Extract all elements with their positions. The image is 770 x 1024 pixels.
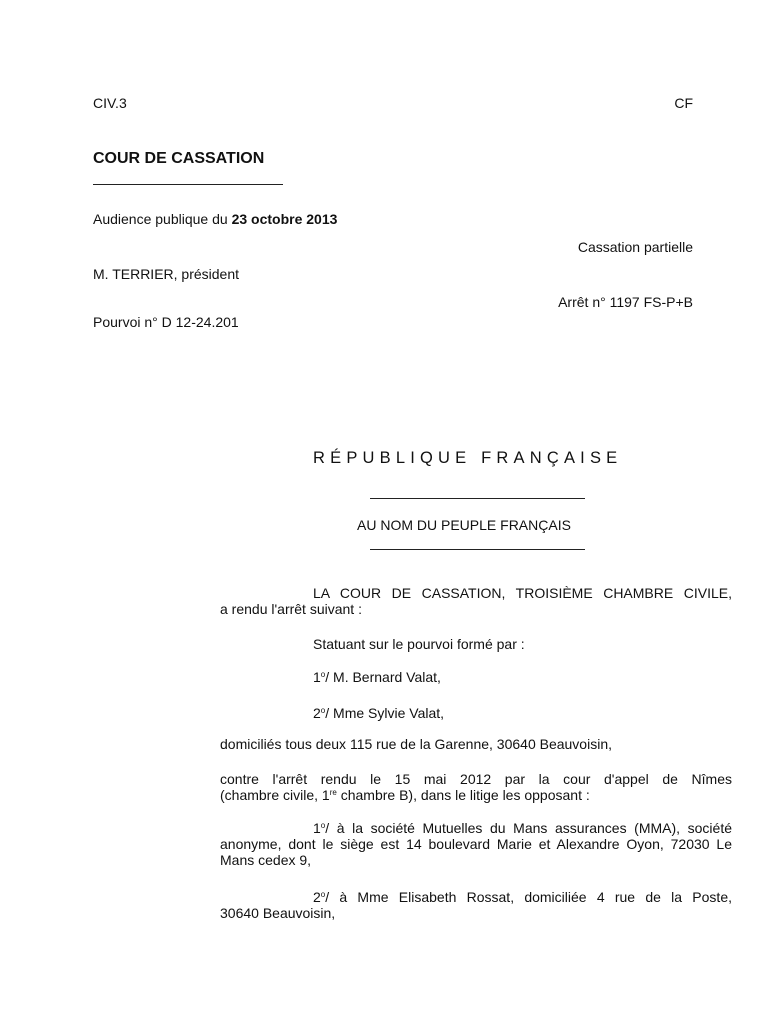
against-line-2-start: (chambre civile, 1 <box>220 787 330 803</box>
respondent-1-paragraph <box>220 820 732 868</box>
chamber-ordinal: re <box>329 788 337 797</box>
appellant-2 <box>313 705 444 721</box>
people-heading: AU NOM DU PEUPLE FRANÇAIS <box>357 517 571 533</box>
intro-paragraph <box>220 585 732 617</box>
respondent-2-number: 2 <box>313 889 321 905</box>
against-line-2-end: chambre B), dans le litige les opposant : <box>336 787 590 803</box>
respondent-2-line-1 <box>220 889 732 905</box>
ordinal-marker: o <box>320 706 326 715</box>
appeal-number: Pourvoi n° D 12-24.201 <box>93 314 239 330</box>
ordinal-marker: o <box>320 821 326 830</box>
court-name: COUR DE CASSATION <box>93 150 265 167</box>
appellant-2-number: 2 <box>313 705 321 721</box>
decision-number: Arrêt n° 1197 FS-P+B <box>558 294 693 310</box>
respondent-1-number: 1 <box>313 820 321 836</box>
clerk-initials: CF <box>674 95 693 111</box>
ordinal-marker: o <box>320 890 326 899</box>
respondent-1-line-3: Mans cedex 9, <box>220 852 312 868</box>
hearing-prefix: Audience publique du <box>93 211 232 227</box>
intro-line-1: LA COUR DE CASSATION, TROISIÈME CHAMBRE CIVILE, <box>313 585 732 601</box>
hearing-date: 23 octobre 2013 <box>231 211 338 227</box>
respondent-2-paragraph <box>220 889 732 921</box>
intro-line-2: a rendu l'arrêt suivant : <box>220 601 362 617</box>
domicile-line: domiciliés tous deux 115 rue de la Garenne, 30640 Beauvoisin, <box>220 736 612 752</box>
appellant-1-number: 1 <box>313 669 321 685</box>
appellant-1 <box>313 669 441 685</box>
hearing-line <box>93 211 337 227</box>
respondent-1-line-1 <box>220 820 732 836</box>
court-name-underline <box>93 184 283 185</box>
appellant-1-name: / M. Bernard Valat, <box>325 669 441 685</box>
appellant-2-name: / Mme Sylvie Valat, <box>325 705 445 721</box>
against-paragraph <box>220 771 732 803</box>
decision-outcome: Cassation partielle <box>577 239 693 255</box>
president-name: M. TERRIER, président <box>93 266 240 282</box>
ordinal-marker: o <box>320 670 326 679</box>
respondent-2-text: / à Mme Elisabeth Rossat, domiciliée 4 rue de la Poste, <box>325 889 732 905</box>
ruling-on-line: Statuant sur le pourvoi formé par : <box>313 636 525 652</box>
republic-heading: RÉPUBLIQUE FRANÇAISE <box>313 449 623 467</box>
against-line-2 <box>220 787 732 803</box>
chamber-code: CIV.3 <box>93 95 127 111</box>
heading-rule-top <box>370 498 585 499</box>
respondent-2-line-2: 30640 Beauvoisin, <box>220 905 336 921</box>
against-line-1: contre l'arrêt rendu le 15 mai 2012 par la cour d'appel de Nîmes <box>220 771 732 787</box>
respondent-1-line-2: anonyme, dont le siège est 14 boulevard Marie et Alexandre Oyon, 72030 Le <box>220 836 732 852</box>
heading-rule-bottom <box>370 549 585 550</box>
respondent-1-text: / à la société Mutuelles du Mans assurances (MMA), société <box>325 820 732 836</box>
